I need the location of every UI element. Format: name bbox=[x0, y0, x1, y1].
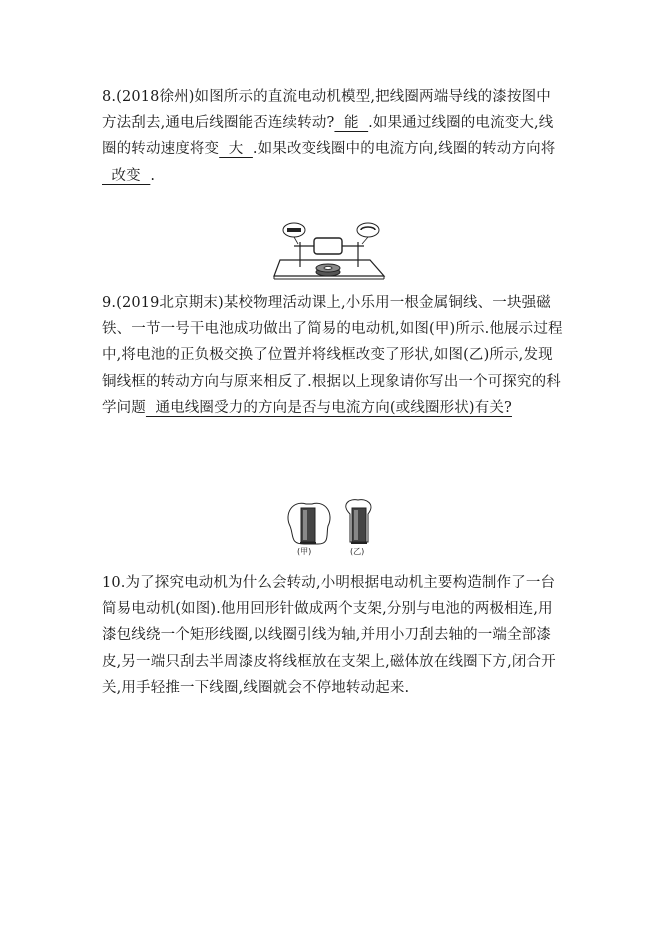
q8-answer-3: 改变 bbox=[102, 167, 151, 184]
question-10: 10.为了探究电动机为什么会转动,小明根据电动机主要构造制作了一台简易电动机(如图).他用回形针做成两个支架,分别与电池的两极相连,用漆包线绕一个矩形线圈,以线圈引线为轴,并用小刀刮去轴的一端全部漆皮,另一端只刮去半周漆皮将线框放在支架上,磁体放在线圈下方,闭合开关,用手轻推一下线圈,线圈就会不停地转动起来. bbox=[102, 575, 556, 696]
dc-motor-figure bbox=[272, 220, 392, 282]
q8-end: . bbox=[150, 167, 156, 184]
homopolar-motor-drawing bbox=[282, 498, 392, 548]
q8-answer-2: 大 bbox=[219, 141, 253, 158]
q8-lead: 8.(2018徐州)如图所示的直流电动机模型,把线圈两端导线的漆按图中方法刮去,通电后线圈能否连续转动? bbox=[102, 89, 551, 132]
question-8 bbox=[102, 84, 564, 189]
q9-answer: 通电线圈受力的方向是否与电流方向(或线圈形状)有关? bbox=[145, 399, 512, 416]
q9-lead: 9.(2019北京期末)某校物理活动课上,小乐用一根金属铜线、一块强磁铁、一节一号干电池成功做出了简易的电动机,如图(甲)所示.他展示过程中,将电池的正负极交换了位置并将线框改变了形状,如图(乙)所示,发现铜线框的转动方向与原来相反了.根据以上现象请你写出一个可探究的科学问题 bbox=[102, 295, 563, 416]
question-9 bbox=[102, 290, 564, 421]
q8-answer-1: 能 bbox=[334, 115, 369, 132]
q8-mid-1: .如果通过线圈的电流变大,线圈的转动速度将变 bbox=[102, 115, 554, 158]
figure-label-yi: (乙) bbox=[350, 547, 365, 556]
q8-mid-2: .如果改变线圈中的电流方向,线圈的转动方向将 bbox=[252, 141, 556, 158]
figure-label-jia: (甲) bbox=[297, 547, 312, 556]
homopolar-motor-figure bbox=[282, 498, 392, 560]
